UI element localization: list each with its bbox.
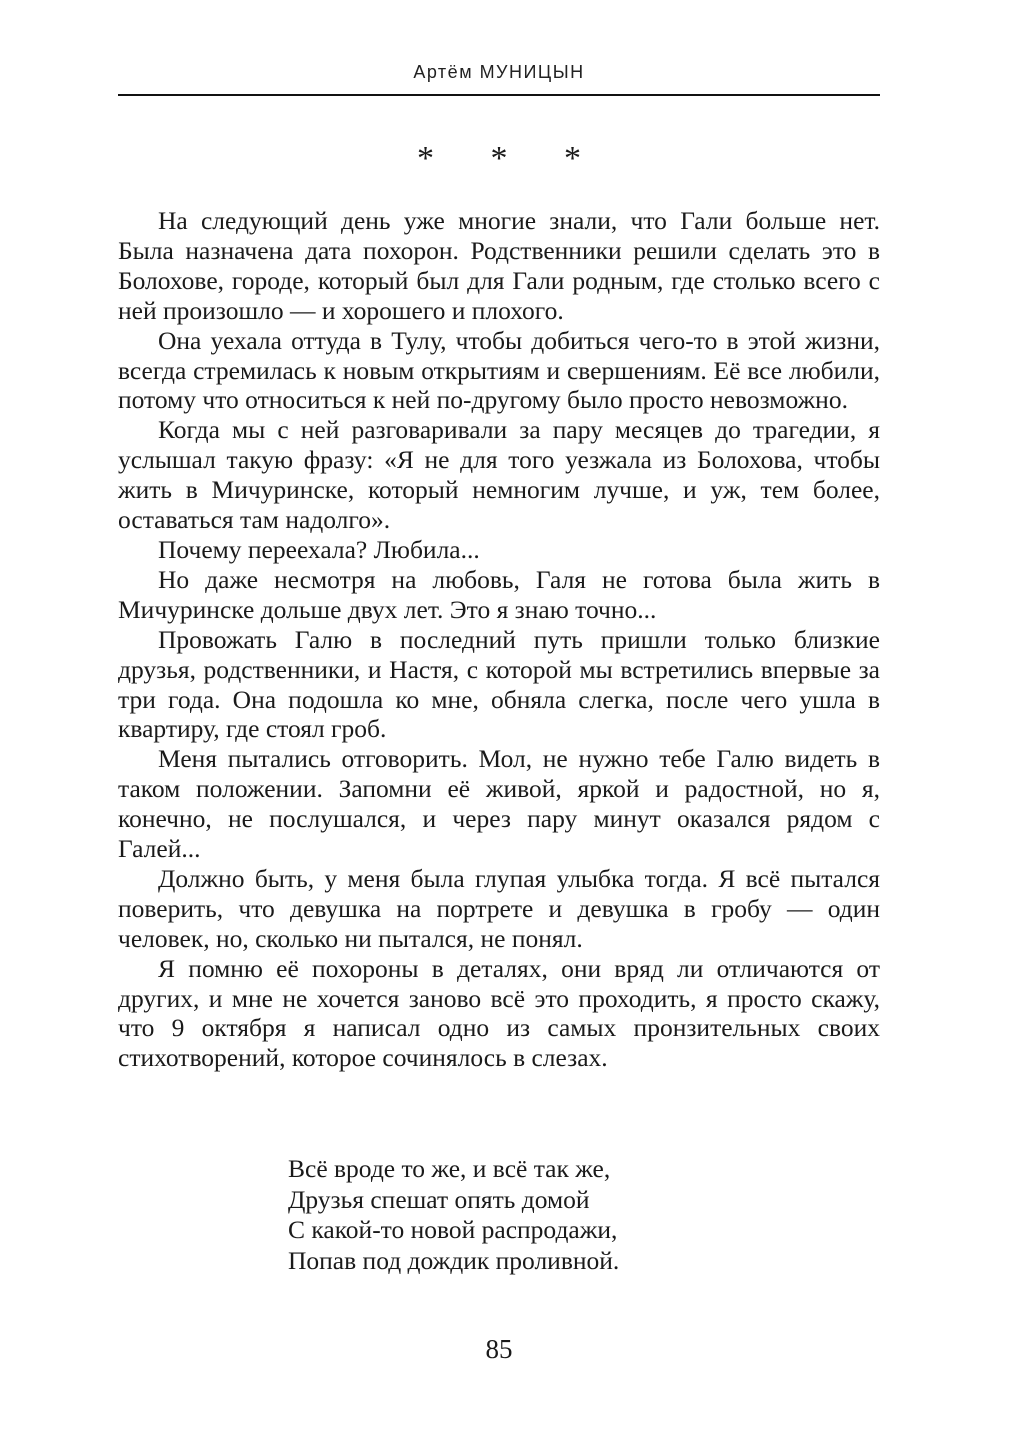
paragraph: Когда мы с ней разговаривали за пару месяцев до трагедии, я услышал такую фразу: «Я не для того уезжала из Болохова, чтобы жить в Мичуринске, который немногим лучше, и уж, тем более, оставаться там надолго». bbox=[118, 415, 880, 535]
page-number: 85 bbox=[485, 1334, 513, 1364]
paragraph: Должно быть, у меня была глупая улыбка тогда. Я всё пытался поверить, что девушка на портрете и девушка в гробу — один человек, но, сколько ни пытался, не понял. bbox=[118, 863, 880, 953]
poem-line: Друзья спешат опять домой bbox=[288, 1184, 590, 1214]
paragraph: Почему переехала? Любила... bbox=[158, 534, 480, 564]
paragraph: На следующий день уже многие знали, что Гали больше нет. Была назначена дата похорон. Родственники решили сделать это в Болохове, городе, который был для Гали родным, где столько всего с ней произошло — и хорошего и плохого. bbox=[118, 206, 880, 325]
poem-line: Всё вроде то же, и всё так же, bbox=[288, 1154, 611, 1183]
poem-stanza bbox=[288, 1154, 848, 1276]
paragraph: Она уехала оттуда в Тулу, чтобы добиться чего-то в этой жизни, всегда стремилась к новым открытиям и свершениям. Её все любили, потому что относиться к ней по-другому было просто невозможно. bbox=[118, 325, 880, 415]
section-separator: * * * bbox=[417, 140, 605, 177]
paragraph: Меня пытались отговорить. Мол, не нужно тебе Галю видеть в таком положении. Запомни её живой, яркой и радостной, но я, конечно, не послушался, и через пару минут оказался рядом с Галей... bbox=[118, 744, 880, 864]
running-header: Артём МУНИЦЫН bbox=[413, 62, 585, 82]
poem-line: С какой-то новой распродажи, bbox=[288, 1215, 618, 1244]
paragraph: Но даже несмотря на любовь, Галя не готова была жить в Мичуринске дольше двух лет. Это я знаю точно... bbox=[118, 564, 880, 624]
poem-line: Попав под дождик проливной. bbox=[288, 1245, 620, 1275]
paragraph: Провожать Галю в последний путь пришли только близкие друзья, родственники, и Настя, с которой мы встретились впервые за три года. Она подошла ко мне, обняла слегка, после чего ушла в квартиру, где стоял гроб. bbox=[118, 624, 880, 744]
header-rule bbox=[118, 94, 880, 96]
body-text bbox=[118, 206, 880, 1073]
paragraph: Я помню её похороны в деталях, они вряд ли отличаются от других, и мне не хочется заново всё это проходить, я просто скажу, что 9 октября я написал одно из самых пронзительных своих стихотворений, которое сочинялось в слезах. bbox=[118, 953, 880, 1073]
